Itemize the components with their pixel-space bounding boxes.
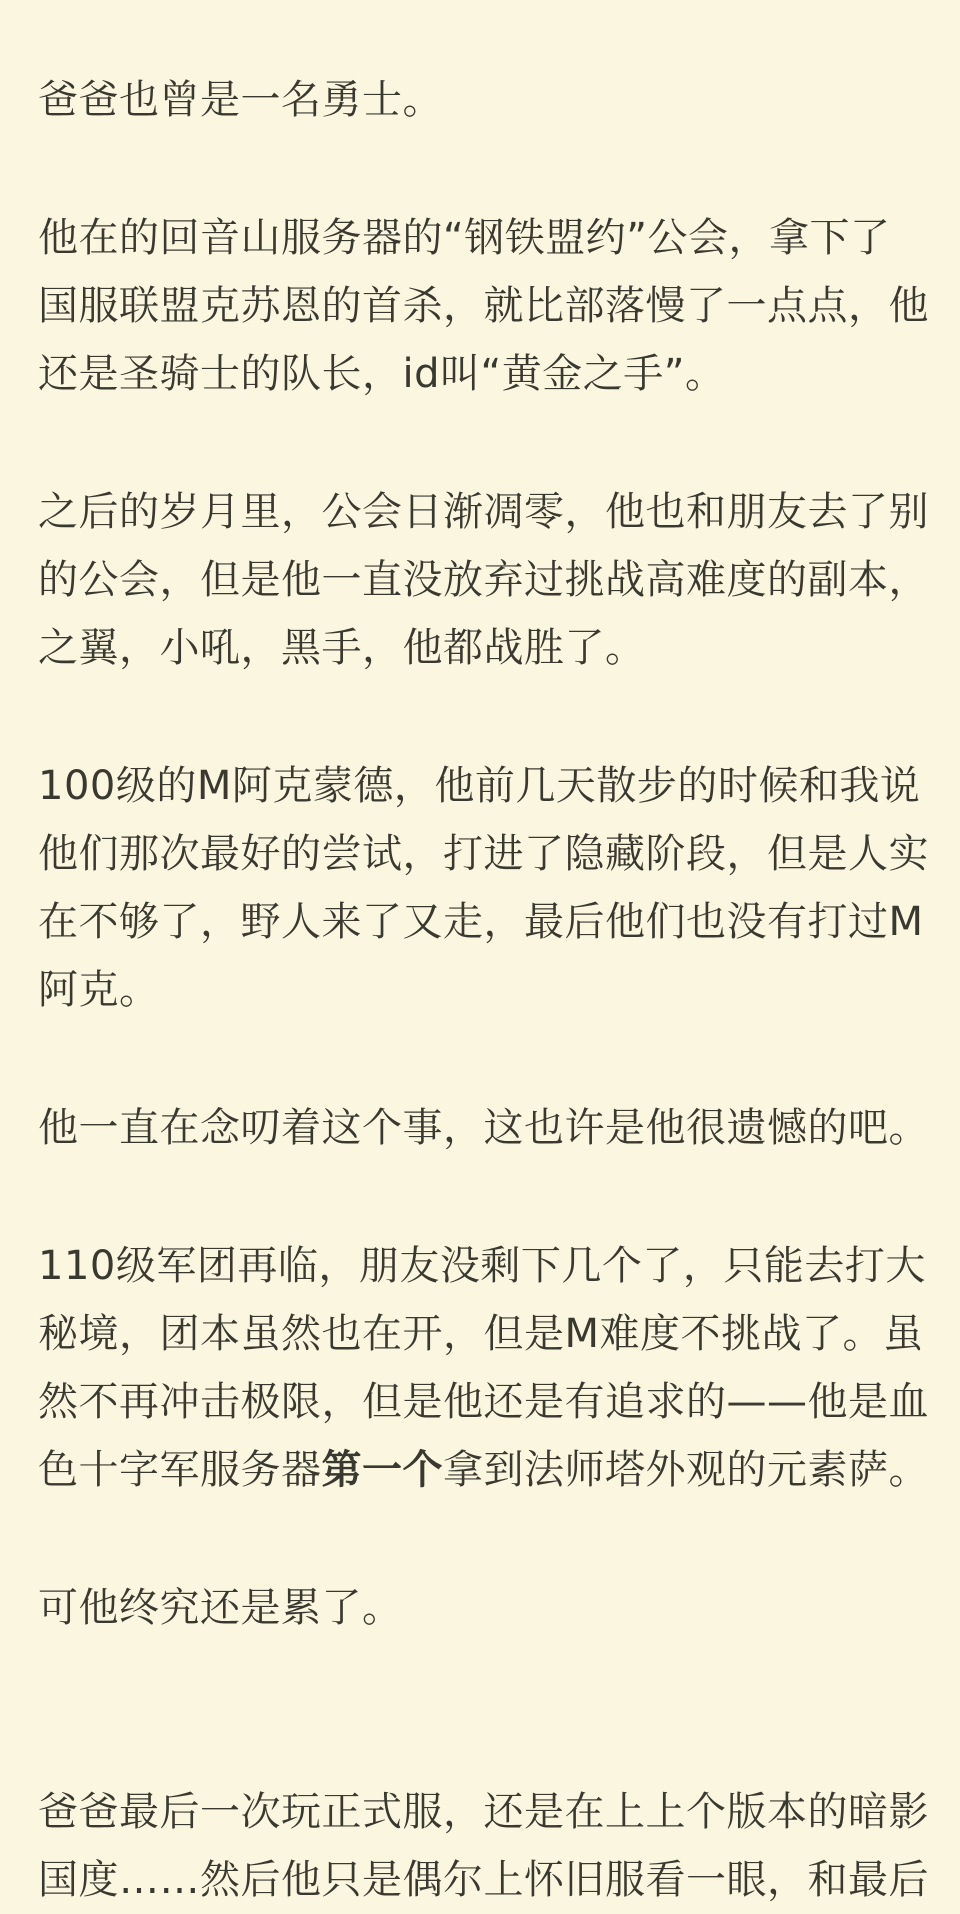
paragraph bbox=[38, 66, 922, 134]
text-line: 然不再冲击极限，但是他还是有追求的——他是血 bbox=[38, 1379, 929, 1425]
paragraph bbox=[38, 1574, 922, 1642]
text-line: 可他终究还是累了。 bbox=[38, 1585, 403, 1631]
text-line: 他在的回音山服务器的“钢铁盟约”公会，拿下了 bbox=[38, 215, 891, 261]
text-line: 100级的M阿克蒙德，他前几天散步的时候和我说 bbox=[38, 763, 921, 809]
text-line: 的公会，但是他一直没放弃过挑战高难度的副本， bbox=[38, 557, 929, 603]
text-segment: 色十字军服务器 bbox=[38, 1447, 322, 1493]
bold-text: 第一个 bbox=[321, 1447, 443, 1493]
text-line: 还是圣骑士的队长，id叫“黄金之手”。 bbox=[38, 351, 726, 397]
text-line: 之翼，小吼，黑手，他都战胜了。 bbox=[38, 625, 646, 671]
text-segment: 拿到法师塔外观的元素萨。 bbox=[443, 1447, 929, 1493]
text-line: 阿克。 bbox=[38, 967, 160, 1013]
text-line: 国度……然后他只是偶尔上怀旧服看一眼，和最后 bbox=[38, 1857, 929, 1903]
text-line: 国服联盟克苏恩的首杀，就比部落慢了一点点，他 bbox=[38, 283, 929, 329]
paragraph bbox=[38, 478, 929, 682]
text-line: 爸爸最后一次玩正式服，还是在上上个版本的暗影 bbox=[38, 1789, 929, 1835]
text-line: 在不够了，野人来了又走，最后他们也没有打过M bbox=[38, 899, 924, 945]
text-line: 秘境，团本虽然也在开，但是M难度不挑战了。虽 bbox=[38, 1311, 924, 1357]
paragraph bbox=[38, 1232, 929, 1504]
text-line bbox=[38, 1436, 929, 1504]
paragraph bbox=[38, 1094, 929, 1162]
text-line: 他们那次最好的尝试，打进了隐藏阶段，但是人实 bbox=[38, 831, 929, 877]
text-line: 之后的岁月里，公会日渐凋零，他也和朋友去了别 bbox=[38, 489, 929, 535]
text-line: 他一直在念叨着这个事，这也许是他很遗憾的吧。 bbox=[38, 1105, 929, 1151]
paragraph bbox=[38, 1778, 929, 1914]
text-line: 110级军团再临，朋友没剩下几个了，只能去打大 bbox=[38, 1243, 926, 1289]
text-line: 爸爸也曾是一名勇士。 bbox=[38, 77, 443, 123]
paragraph bbox=[38, 204, 929, 408]
paragraph bbox=[38, 752, 929, 1024]
